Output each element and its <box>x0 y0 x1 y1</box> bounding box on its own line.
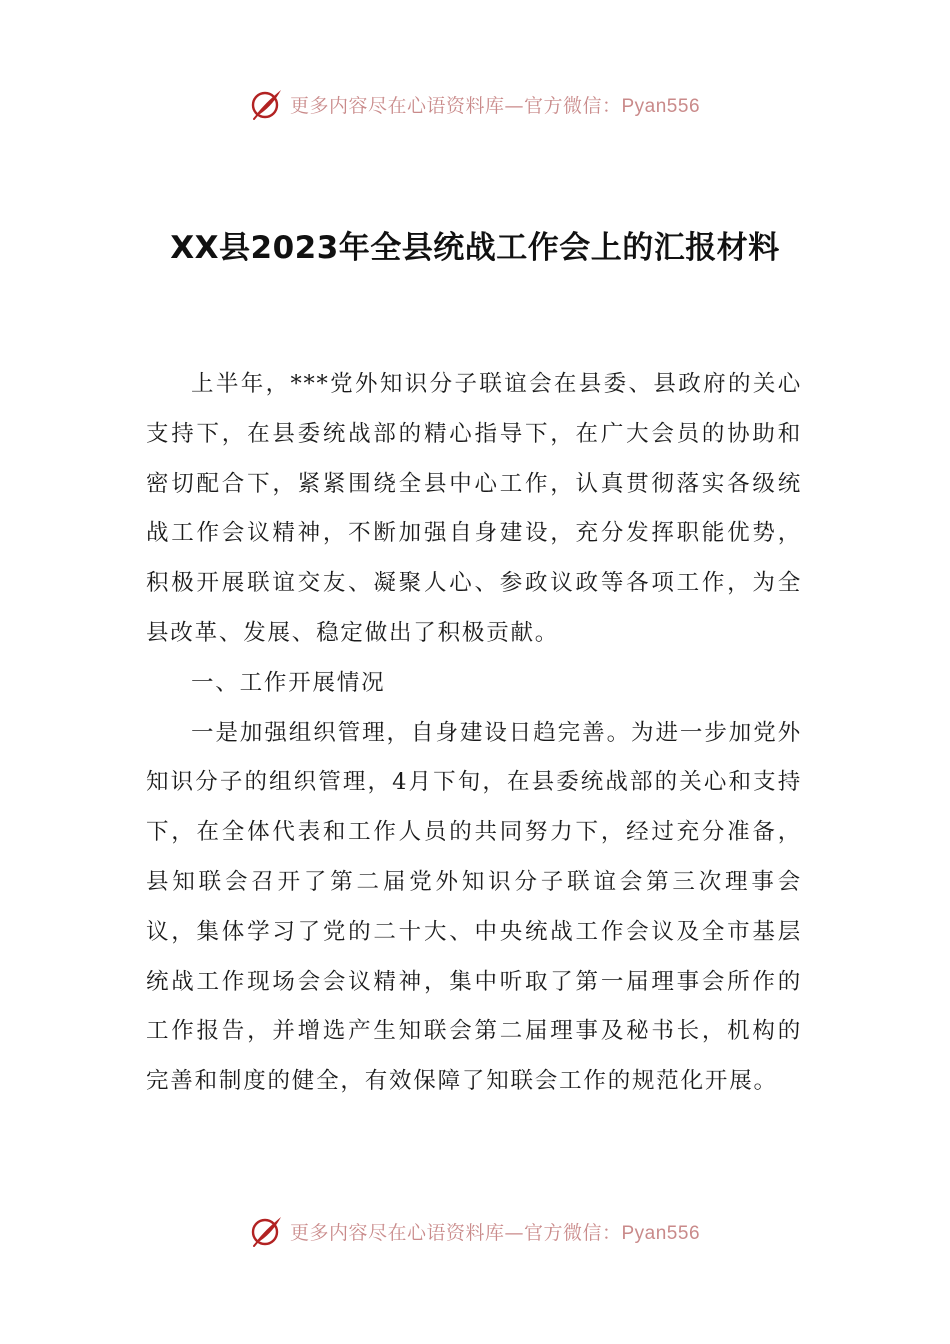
paragraph-organization: 一是加强组织管理，自身建设日趋完善。为进一步加党外知识分子的组织管理，4月下旬，在县委统战部的关心和支持下，在全体代表和工作人员的共同努力下，经过充分准备，县知联会召开了第二届党外知识分子联谊会第三次理事会议，集体学习了党的二十大、中央统战工作会议及全市基层统战工作现场会会议精神，集中听取了第一届理事会所作的工作报告，并增选产生知联会第二届理事及秘书长，机构的完善和制度的健全，有效保障了知联会工作的规范化开展。 <box>146 719 802 1095</box>
banner-wechat-id: Pyan556 <box>621 1222 701 1244</box>
banner-text <box>290 1218 700 1245</box>
banner-label: 更多内容尽在心语资料库—官方微信： <box>289 1221 622 1244</box>
banner-wechat-id: Pyan556 <box>621 95 701 117</box>
banner-text <box>290 91 700 118</box>
paragraph-intro: 上半年，***党外知识分子联谊会在县委、县政府的关心支持下，在县委统战部的精心指导下，在广大会员的协助和密切配合下，紧紧围绕全县中心工作，认真贯彻落实各级统战工作会议精神，不断加强自身建设，充分发挥职能优势，积极开展联谊交友、凝聚人心、参政议政等各项工作，为全县改革、发展、稳定做出了积极贡献。 <box>146 371 802 646</box>
quill-logo-icon <box>250 87 284 121</box>
section-heading: 一、工作开展情况 <box>191 669 386 696</box>
footer-watermark-banner <box>0 1211 950 1251</box>
banner-label: 更多内容尽在心语资料库—官方微信： <box>289 94 622 117</box>
quill-logo-icon <box>250 1214 284 1248</box>
header-watermark-banner <box>0 84 950 124</box>
document-body <box>146 360 802 1107</box>
document-title: XX县2023年全县统战工作会上的汇报材料 <box>170 230 780 266</box>
